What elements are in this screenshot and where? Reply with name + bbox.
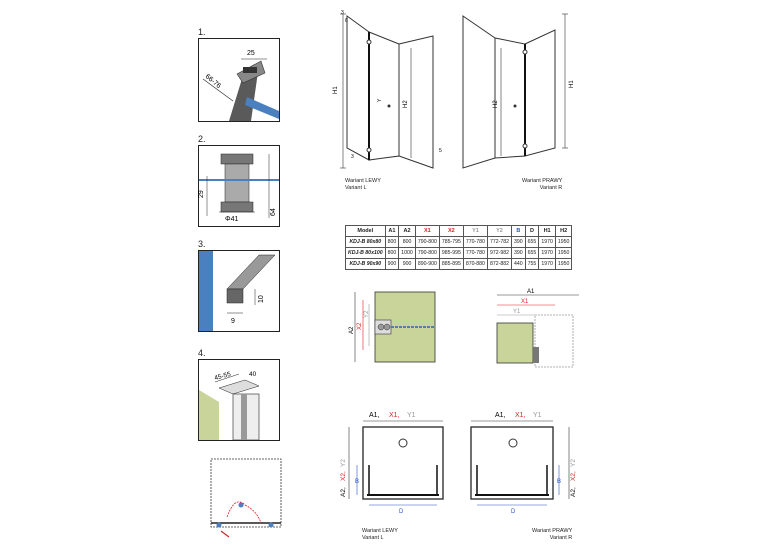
plan-left-d: D xyxy=(399,509,404,515)
step-2-number: 2. xyxy=(198,134,206,144)
cell-model: KDJ-B 80x100 xyxy=(346,248,386,259)
cell: 1950 xyxy=(555,237,572,248)
elevation-right-h2: H2 xyxy=(493,100,499,108)
col-y2: Y2 xyxy=(487,226,511,237)
col-model: Model xyxy=(346,226,386,237)
plan-left-caption-pl: Wariant LEWY xyxy=(362,528,398,534)
step-3-dim-10: 10 xyxy=(258,295,265,303)
elevation-left-dim-6: 6 xyxy=(345,18,348,24)
plan-right xyxy=(465,405,580,515)
detail-left-x2: X2 xyxy=(357,322,363,330)
cell: 800 xyxy=(399,237,416,248)
elevation-right-caption-pl: Wariant PRAWY xyxy=(522,178,563,184)
step-1-dim-66-76: 66-76 xyxy=(203,73,222,91)
cell: 870-880 xyxy=(463,259,487,270)
step-1-dim-25: 25 xyxy=(247,50,255,57)
cell: 800 xyxy=(385,237,399,248)
col-a2: A2 xyxy=(399,226,416,237)
detail-right xyxy=(495,285,580,370)
step-2-dim-41: Φ41 xyxy=(225,216,239,223)
elevation-right-drawing xyxy=(455,8,580,178)
plan-right-b: B xyxy=(557,479,562,485)
detail-left xyxy=(345,290,440,365)
col-y1: Y1 xyxy=(463,226,487,237)
cell: 790-800 xyxy=(415,248,439,259)
cell: 900 xyxy=(399,259,416,270)
elevation-left-drawing xyxy=(325,8,450,178)
cell: 755 xyxy=(525,259,539,270)
step-1-detail xyxy=(198,38,280,122)
col-h1: H1 xyxy=(539,226,556,237)
cell: 440 xyxy=(512,259,526,270)
cell: 872-882 xyxy=(487,259,511,270)
detail-right-drawing xyxy=(495,285,580,370)
cell: 1970 xyxy=(539,259,556,270)
elevation-right xyxy=(455,8,580,178)
cell: 785-795 xyxy=(439,237,463,248)
step-3-dim-9: 9 xyxy=(231,318,235,325)
step-4-number: 4. xyxy=(198,348,206,358)
plan-right-caption xyxy=(532,528,572,542)
cell: 790-800 xyxy=(415,237,439,248)
spec-table xyxy=(345,225,572,270)
elevation-left-caption xyxy=(345,178,381,192)
cell: 390 xyxy=(512,237,526,248)
detail-left-y2: Y2 xyxy=(364,310,370,318)
elevation-right-caption xyxy=(522,178,562,192)
detail-right-y1: Y1 xyxy=(513,309,521,315)
cell: 972-982 xyxy=(487,248,511,259)
plan-left-caption-en: Variant L xyxy=(362,535,384,541)
plan-right-caption-pl: Wariant PRAWY xyxy=(532,528,573,534)
plan-left-top-a: A1, xyxy=(369,412,380,419)
col-a1: A1 xyxy=(385,226,399,237)
cell: 800 xyxy=(385,248,399,259)
cell: 900 xyxy=(385,259,399,270)
plan-right-side-a: A2, xyxy=(570,487,577,497)
detail-right-x1: X1 xyxy=(521,299,529,305)
cell: 1950 xyxy=(555,248,572,259)
plan-left-top-y: Y1 xyxy=(407,412,416,419)
plan-right-d: D xyxy=(511,509,516,515)
plan-right-top-a: A1, xyxy=(495,412,506,419)
cell-model: KDJ-B 90x90 xyxy=(346,259,386,270)
plan-left-drawing xyxy=(335,405,450,515)
plan-right-side-x: X2, xyxy=(570,471,577,481)
step-2-drawing xyxy=(199,146,279,226)
cell: 885-895 xyxy=(439,259,463,270)
cell: 770-780 xyxy=(463,248,487,259)
step-2-dim-64: 64 xyxy=(270,208,277,216)
elevation-left-h1: H1 xyxy=(333,86,339,94)
cell: 655 xyxy=(525,248,539,259)
step-4-dim-40: 40 xyxy=(249,371,257,378)
cell: 1970 xyxy=(539,237,556,248)
plan-right-top-x: X1, xyxy=(515,412,526,419)
elevation-left-dim-5: 5 xyxy=(439,148,442,154)
elevation-left xyxy=(325,8,450,178)
step-4-detail xyxy=(198,359,280,441)
cell: 890-900 xyxy=(415,259,439,270)
plan-right-top-y: Y1 xyxy=(533,412,542,419)
table-row xyxy=(346,259,572,270)
plan-left-b: B xyxy=(355,479,360,485)
cell: 655 xyxy=(525,237,539,248)
cell: 390 xyxy=(512,248,526,259)
plan-left-caption xyxy=(362,528,398,542)
cell: 1000 xyxy=(399,248,416,259)
detail-left-a2: A2 xyxy=(349,326,355,334)
cell: 772-782 xyxy=(487,237,511,248)
col-x2: X2 xyxy=(439,226,463,237)
step-4-drawing xyxy=(199,360,279,440)
floor-plan-drawing xyxy=(205,455,285,540)
step-1-drawing xyxy=(199,39,279,121)
cell: 1950 xyxy=(555,259,572,270)
elevation-left-h2: H2 xyxy=(403,100,409,108)
elevation-left-dim-3b: 3 xyxy=(351,154,354,160)
elevation-left-caption-pl: Wariant LEWY xyxy=(345,178,381,184)
col-h2: H2 xyxy=(555,226,572,237)
detail-left-drawing xyxy=(345,290,440,365)
plan-right-drawing xyxy=(465,405,580,515)
cell: 1970 xyxy=(539,248,556,259)
elevation-right-h1: H1 xyxy=(569,80,575,88)
table-row xyxy=(346,248,572,259)
col-x1: X1 xyxy=(415,226,439,237)
plan-right-caption-en: Variant R xyxy=(549,535,573,541)
cell: 770-780 xyxy=(463,237,487,248)
plan-left-side-y: Y2 xyxy=(340,459,347,467)
step-4-dim-45-55: 45-55 xyxy=(213,370,232,382)
spec-table-header xyxy=(346,226,572,237)
step-1-number: 1. xyxy=(198,27,206,37)
plan-left-side-a: A2, xyxy=(340,487,347,497)
step-3-detail xyxy=(198,250,280,332)
cell-model: KDJ-B 80x80 xyxy=(346,237,386,248)
col-d: D xyxy=(525,226,539,237)
cell: 985-995 xyxy=(439,248,463,259)
elevation-left-caption-en: Variant L xyxy=(345,185,367,191)
elevation-right-caption-en: Variant R xyxy=(539,185,563,191)
floor-plan-thumbnail xyxy=(205,455,285,540)
plan-left-side-x: X2, xyxy=(340,471,347,481)
step-3-number: 3. xyxy=(198,239,206,249)
col-b: B xyxy=(512,226,526,237)
plan-left-top-x: X1, xyxy=(389,412,400,419)
elevation-left-y: Y xyxy=(377,98,383,102)
elevation-left-dim-3: 3 xyxy=(341,10,344,16)
step-3-drawing xyxy=(199,251,279,331)
plan-right-side-y: Y2 xyxy=(570,459,577,467)
step-2-dim-29: 29 xyxy=(198,190,205,198)
detail-right-a1: A1 xyxy=(527,289,535,295)
plan-left xyxy=(335,405,450,515)
table-row xyxy=(346,237,572,248)
step-2-detail xyxy=(198,145,280,227)
